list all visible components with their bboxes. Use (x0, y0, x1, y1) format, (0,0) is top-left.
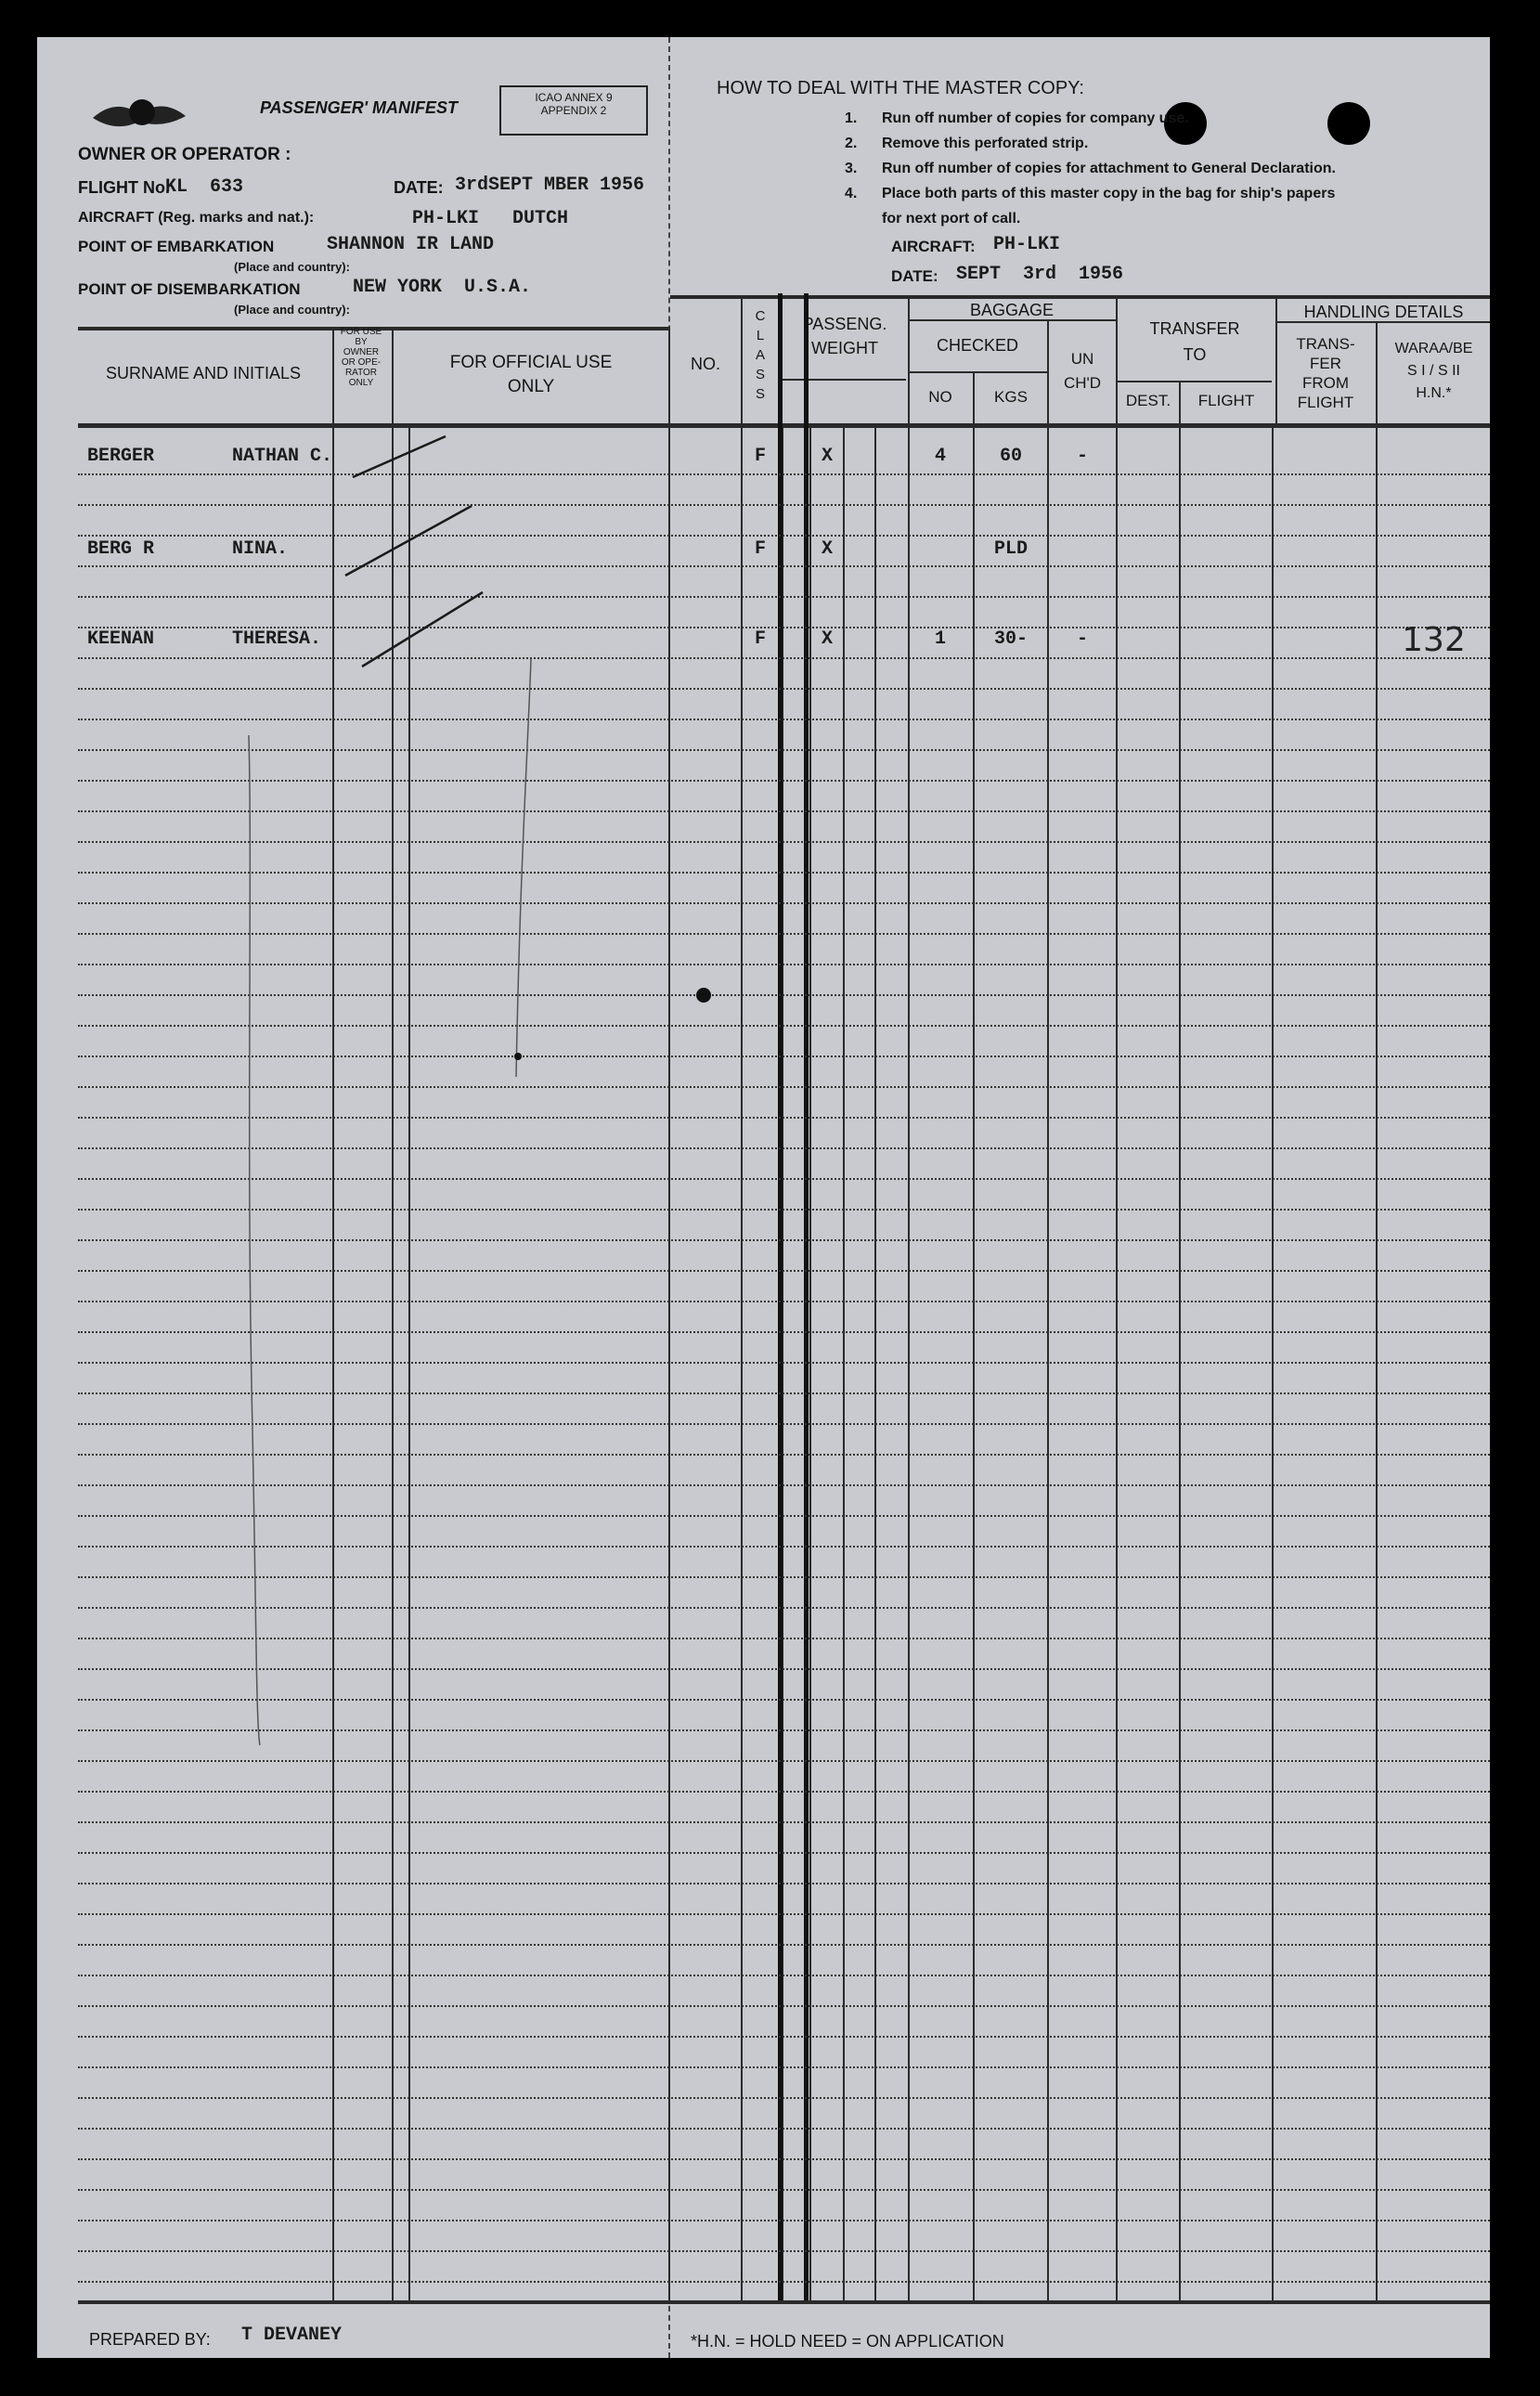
header-transfer-from: TRANS- FER FROM FLIGHT (1296, 335, 1355, 411)
instructions-date-value: SEPT 3rd 1956 (956, 264, 1124, 285)
header-unchecked: UN CH'D (1063, 350, 1102, 392)
passenger-surname: BERG R (87, 538, 155, 560)
passenger-class: F (754, 538, 766, 560)
flight-label: FLIGHT No. (78, 178, 170, 197)
header-dest: DEST. (1125, 392, 1171, 409)
place-note-2: (Place and country): (234, 303, 350, 317)
passenger-initials: THERESA. (232, 628, 322, 650)
header-owner-use: FOR USE BY OWNER OR OPE- RATOR ONLY (340, 327, 382, 388)
form-title: PASSENGER' MANIFEST (260, 98, 458, 117)
instructions-heading: HOW TO DEAL WITH THE MASTER COPY: (717, 78, 1084, 98)
disembarkation-value: NEW YORK U.S.A. (353, 277, 532, 298)
aircraft-value: PH-LKI DUTCH (412, 208, 569, 229)
passenger-kgs: 30- (993, 628, 1028, 650)
instructions-aircraft-value: PH-LKI (993, 234, 1061, 255)
instruction-item-cont: for next port of call. (882, 211, 1021, 227)
passenger-unchd: - (1076, 446, 1088, 467)
passenger-initials: NATHAN C. (232, 446, 333, 467)
passenger-kgs: 60 (999, 446, 1022, 467)
instruction-item: 2. Remove this perforated strip. (845, 136, 1089, 151)
date-label: DATE: (394, 178, 444, 197)
prepared-by-value: T DEVANEY (241, 2325, 343, 2346)
header-official-use: FOR OFFICIAL USE ONLY (449, 353, 613, 396)
embarkation-label: POINT OF EMBARKATION (78, 238, 275, 255)
passenger-bag-no: 4 (934, 446, 946, 467)
place-note-1: (Place and country): (234, 260, 350, 274)
header-no: NO. (690, 355, 720, 373)
manifest-paper (37, 37, 1490, 2358)
header-baggage: BAGGAGE (969, 301, 1055, 319)
header-waraa: WARAA/BE S I / S II H.N.* (1394, 341, 1473, 401)
flight-value: KL 633 (165, 176, 244, 198)
header-checked: CHECKED (936, 336, 1018, 355)
passenger-handling: 132 (1402, 621, 1466, 659)
passenger-kgs: PLD (993, 538, 1028, 560)
header-handling: HANDLING DETAILS (1303, 303, 1464, 321)
header-bag-no: NO (928, 388, 952, 406)
instruction-item: 1. Run off number of copies for company use. (845, 110, 1189, 126)
passenger-class: F (754, 446, 766, 467)
handwritten-marks (37, 37, 1490, 2358)
header-surname: SURNAME AND INITIALS (105, 364, 302, 382)
passenger-bag-no: 1 (934, 628, 946, 650)
embarkation-value: SHANNON IR LAND (327, 234, 495, 255)
passenger-surname: KEENAN (87, 628, 155, 650)
icao-line-1: ICAO ANNEX 9 (535, 91, 613, 104)
passenger-weight: X (821, 538, 833, 560)
prepared-by-label: PREPARED BY: (89, 2330, 211, 2349)
instructions-aircraft-label: AIRCRAFT: (891, 238, 976, 255)
header-class: C L A S S (755, 308, 766, 402)
header-kgs: KGS (994, 388, 1028, 406)
passenger-class: F (754, 628, 766, 650)
date-value: 3rdSEPT MBER 1956 (455, 175, 645, 196)
passenger-initials: NINA. (232, 538, 289, 560)
instructions-date-label: DATE: (891, 267, 938, 285)
passenger-weight: X (821, 628, 833, 650)
passenger-weight: X (821, 446, 833, 467)
instruction-item: 3. Run off number of copies for attachment to General Declaration. (845, 161, 1336, 176)
disembarkation-label: POINT OF DISEMBARKATION (78, 280, 301, 298)
icao-line-2: APPENDIX 2 (540, 104, 607, 117)
header-passenger-weight: PASSENG. WEIGHT (802, 315, 887, 357)
instruction-item: 4. Place both parts of this master copy in the bag for ship's papers (845, 186, 1336, 201)
passenger-surname: BERGER (87, 446, 155, 467)
owner-label: OWNER OR OPERATOR : (78, 145, 291, 164)
footer-note: *H.N. = HOLD NEED = ON APPLICATION (691, 2332, 1004, 2351)
aircraft-label: AIRCRAFT (Reg. marks and nat.): (78, 210, 315, 226)
passenger-unchd: - (1076, 628, 1088, 650)
header-transfer: TRANSFER TO (1149, 319, 1240, 364)
header-flight: FLIGHT (1197, 392, 1255, 409)
footer-rule (78, 2300, 1490, 2304)
